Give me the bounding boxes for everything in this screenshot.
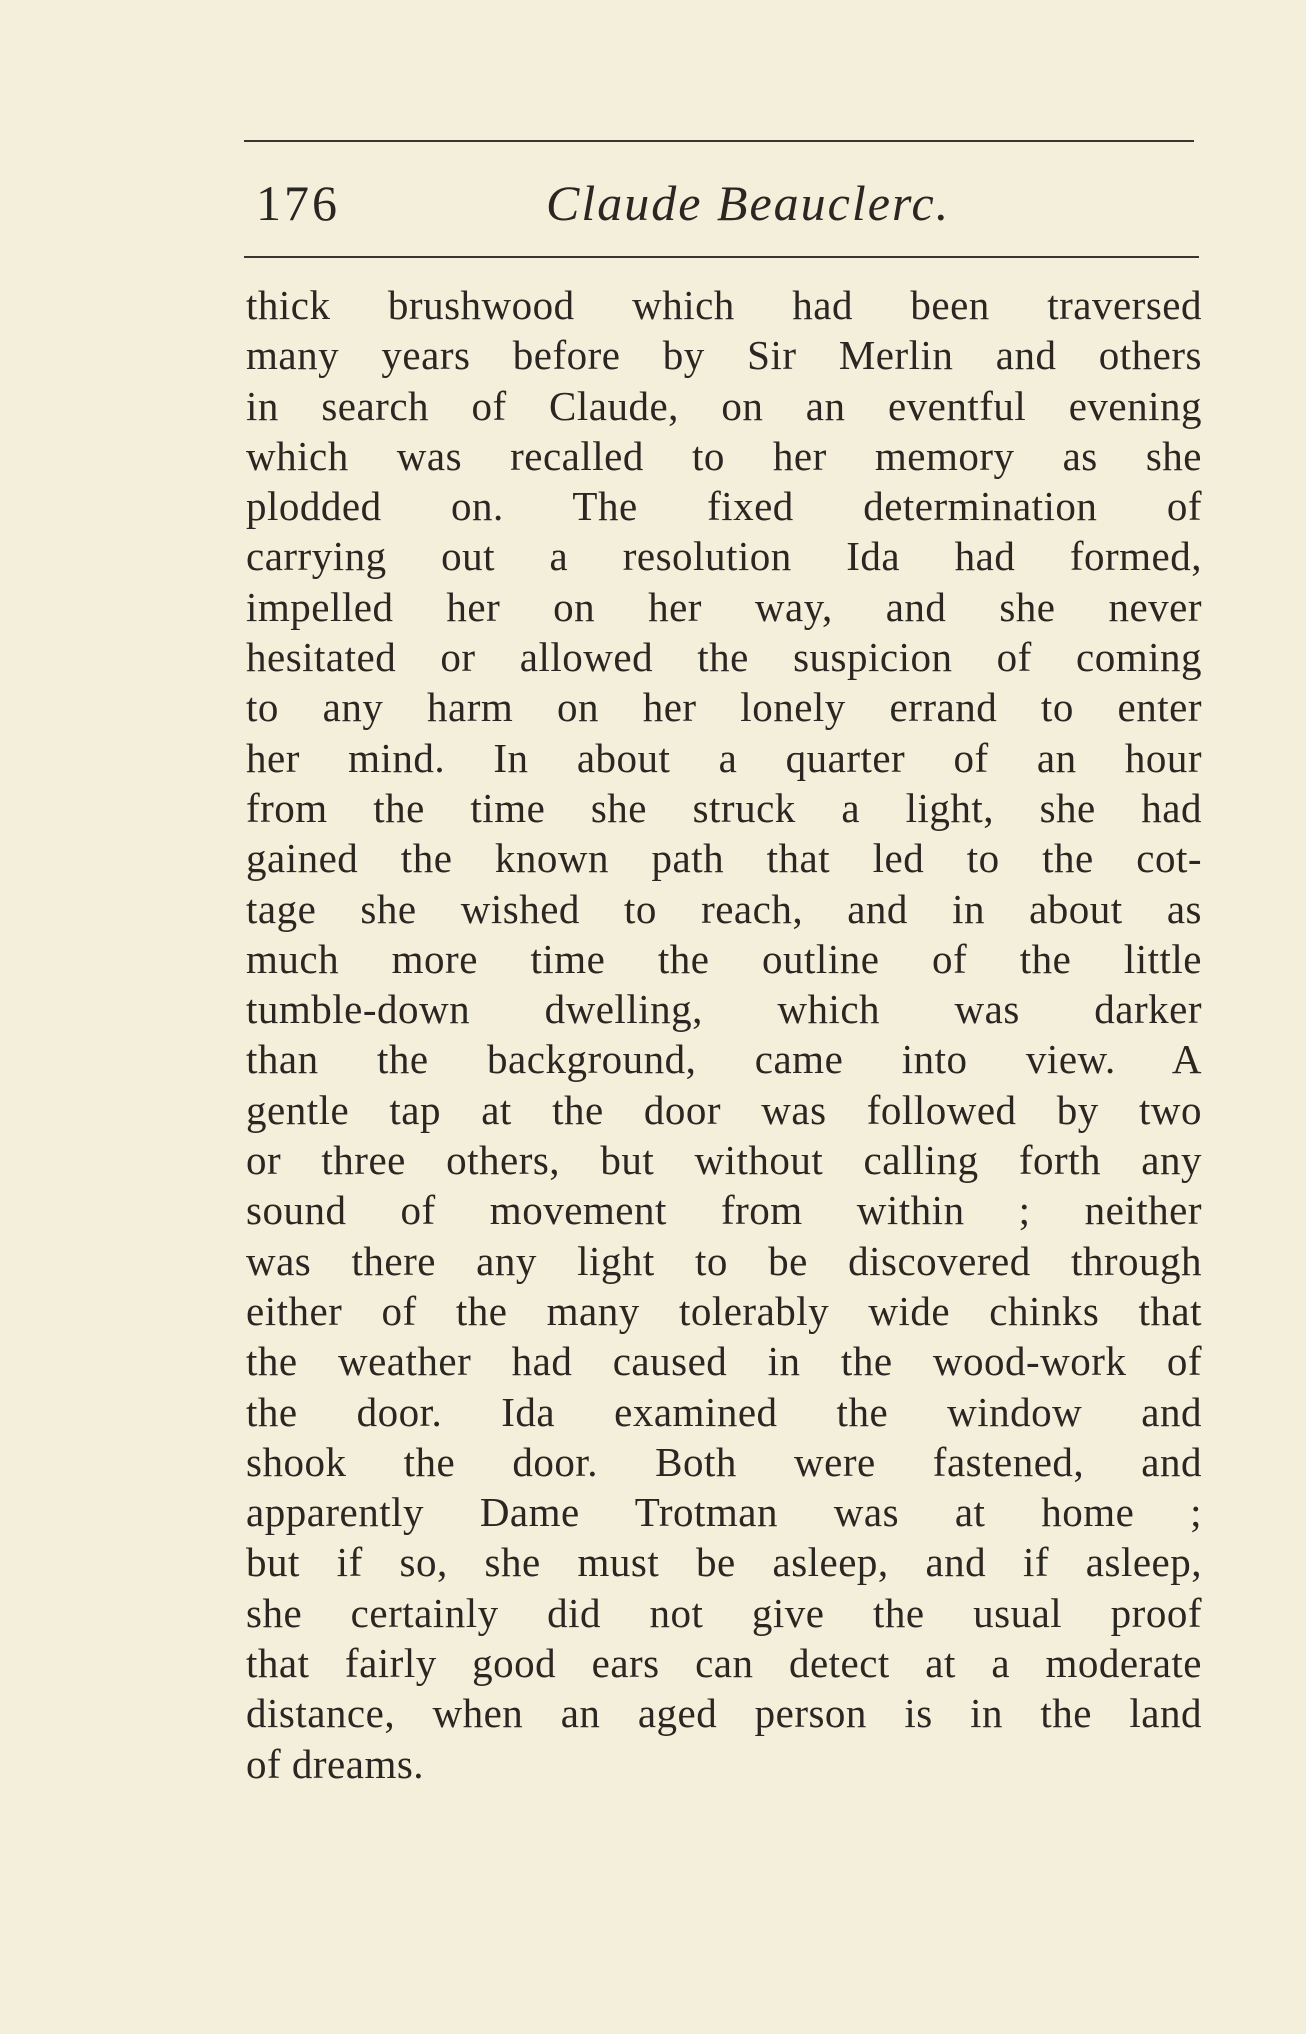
text-line: the door. Ida examined the window and [246, 1388, 1202, 1435]
text-line: in search of Claude, on an eventful evening [246, 382, 1202, 429]
text-line: that fairly good ears can detect at a moderate [246, 1640, 1202, 1687]
text-line: distance, when an aged person is in the land [246, 1690, 1202, 1737]
text-line: was there any light to be discovered through [246, 1237, 1202, 1284]
text-line: either of the many tolerably wide chinks that [246, 1287, 1202, 1334]
text-line: shook the door. Both were fastened, and [246, 1438, 1202, 1485]
page-number: 176 [256, 175, 340, 231]
text-line: many years before by Sir Merlin and others [246, 332, 1202, 379]
text-line: of dreams. [246, 1740, 425, 1787]
text-line: tage she wished to reach, and in about as [246, 885, 1202, 932]
running-title: Claude Beauclerc. [546, 175, 951, 231]
text-line: hesitated or allowed the suspicion of coming [246, 634, 1202, 681]
text-line: than the background, came into view. A [246, 1036, 1202, 1083]
text-line: but if so, she must be asleep, and if asleep, [246, 1539, 1202, 1586]
text-line: apparently Dame Trotman was at home ; [246, 1489, 1202, 1536]
text-line: she certainly did not give the usual proof [246, 1589, 1202, 1636]
text-line: or three others, but without calling forth any [246, 1137, 1202, 1184]
text-line: which was recalled to her memory as she [246, 432, 1202, 479]
body-text [246, 280, 1202, 1789]
text-line: tumble-down dwelling, which was darker [246, 986, 1202, 1033]
text-line: gentle tap at the door was followed by two [246, 1086, 1202, 1133]
text-line: from the time she struck a light, she had [246, 784, 1202, 831]
text-line: plodded on. The fixed determination of [246, 483, 1202, 530]
text-line: to any harm on her lonely errand to enter [246, 684, 1202, 731]
header-rule-bottom [244, 256, 1199, 258]
text-line: carrying out a resolution Ida had formed, [246, 533, 1202, 580]
text-line: much more time the outline of the little [246, 935, 1202, 982]
running-header [244, 168, 1204, 238]
header-rule-top [244, 140, 1194, 142]
text-line: the weather had caused in the wood-work of [246, 1338, 1202, 1385]
text-line: thick brushwood which had been traversed [246, 282, 1202, 328]
text-line: impelled her on her way, and she never [246, 583, 1202, 630]
text-line: gained the known path that led to the cot- [246, 835, 1202, 882]
text-line: sound of movement from within ; neither [246, 1187, 1202, 1234]
text-line: her mind. In about a quarter of an hour [246, 734, 1202, 781]
